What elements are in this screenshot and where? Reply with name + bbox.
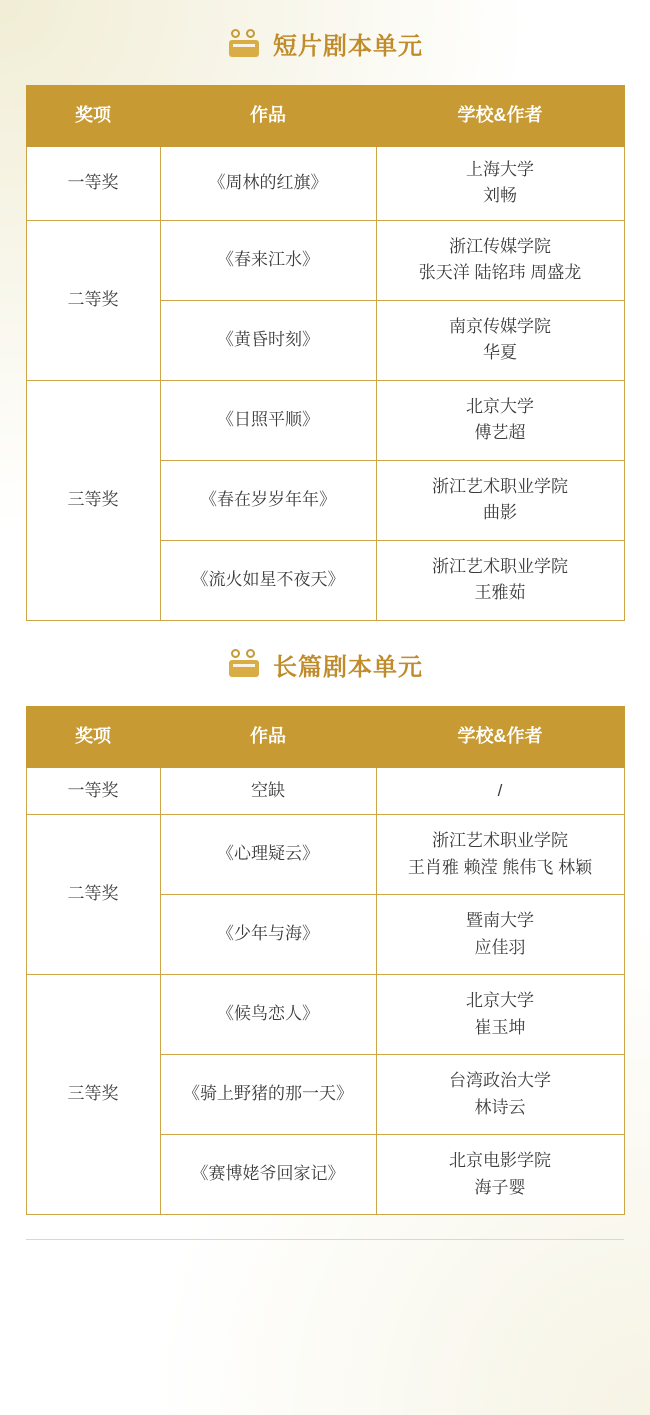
bottom-divider bbox=[26, 1239, 624, 1240]
work-cell: 《日照平顺》 bbox=[160, 380, 376, 460]
school-name: 浙江艺术职业学院 bbox=[432, 556, 568, 576]
work-cell: 《春在岁岁年年》 bbox=[160, 460, 376, 540]
school-author-cell bbox=[376, 1055, 624, 1135]
school-author-cell bbox=[376, 460, 624, 540]
award-table-short-script bbox=[26, 85, 625, 621]
school-name: 北京大学 bbox=[466, 991, 534, 1011]
school-name: 上海大学 bbox=[466, 160, 534, 179]
author-name: 曲影 bbox=[483, 503, 517, 523]
table-header-row bbox=[26, 86, 624, 147]
work-cell: 《春来江水》 bbox=[160, 220, 376, 300]
table-row bbox=[26, 220, 624, 300]
award-cell: 一等奖 bbox=[26, 147, 160, 221]
award-cell: 二等奖 bbox=[26, 815, 160, 975]
author-name: 海子婴 bbox=[474, 1177, 526, 1197]
school-author-cell bbox=[376, 220, 624, 300]
school-name: 北京电影学院 bbox=[449, 1151, 551, 1171]
column-header-work: 作品 bbox=[160, 86, 376, 147]
school-name: 台湾政治大学 bbox=[449, 1071, 551, 1091]
author-name: 华夏 bbox=[483, 343, 517, 363]
section-title-feature-script bbox=[0, 621, 650, 706]
section-title-text: 短片剧本单元 bbox=[273, 33, 423, 60]
table-row bbox=[26, 767, 624, 814]
school-author-cell bbox=[376, 1135, 624, 1215]
author-name: 王肖雅 赖滢 熊伟飞 林颖 bbox=[407, 857, 593, 877]
award-cell: 一等奖 bbox=[26, 767, 160, 814]
column-header-work: 作品 bbox=[160, 706, 376, 767]
school-author-cell bbox=[376, 300, 624, 380]
work-cell: 《骑上野猪的那一天》 bbox=[160, 1055, 376, 1135]
school-name: 浙江传媒学院 bbox=[449, 236, 551, 256]
award-cell: 二等奖 bbox=[26, 220, 160, 380]
work-cell: 《流火如星不夜天》 bbox=[160, 540, 376, 620]
school-author-cell bbox=[376, 147, 624, 221]
work-cell: 《候鸟恋人》 bbox=[160, 975, 376, 1055]
school-name: 浙江艺术职业学院 bbox=[432, 831, 568, 851]
table-row bbox=[26, 147, 624, 221]
work-cell: 空缺 bbox=[160, 767, 376, 814]
school-author-cell bbox=[376, 380, 624, 460]
school-name: 南京传媒学院 bbox=[449, 316, 551, 336]
award-cell: 三等奖 bbox=[26, 975, 160, 1215]
author-name: 应佳羽 bbox=[474, 937, 526, 957]
school-author-cell bbox=[376, 767, 624, 814]
work-cell: 《少年与海》 bbox=[160, 895, 376, 975]
author-name: 张天洋 陆铭玮 周盛龙 bbox=[418, 263, 582, 283]
work-cell: 《心理疑云》 bbox=[160, 815, 376, 895]
bottom-spacer bbox=[0, 1215, 650, 1239]
column-header-award: 奖项 bbox=[26, 706, 160, 767]
column-header-award: 奖项 bbox=[26, 86, 160, 147]
work-cell: 《赛博姥爷回家记》 bbox=[160, 1135, 376, 1215]
table-header-row bbox=[26, 706, 624, 767]
table-row bbox=[26, 815, 624, 895]
film-reel-icon bbox=[227, 649, 261, 679]
table-row bbox=[26, 975, 624, 1055]
school-author-cell bbox=[376, 975, 624, 1055]
author-name: 傅艺超 bbox=[474, 423, 526, 443]
section-title-text: 长篇剧本单元 bbox=[273, 653, 423, 681]
work-cell: 《周林的红旗》 bbox=[160, 147, 376, 221]
school-name: 浙江艺术职业学院 bbox=[432, 476, 568, 496]
school-author-cell bbox=[376, 540, 624, 620]
column-header-school-author: 学校&作者 bbox=[376, 706, 624, 767]
work-cell: 《黄昏时刻》 bbox=[160, 300, 376, 380]
film-reel-icon bbox=[227, 29, 261, 59]
award-table-feature-script bbox=[26, 706, 625, 1215]
section-short-script bbox=[0, 0, 650, 621]
author-name: 崔玉坤 bbox=[474, 1017, 526, 1037]
section-title-short-script bbox=[0, 0, 650, 85]
author-name: 林诗云 bbox=[474, 1097, 526, 1117]
school-author-cell bbox=[376, 895, 624, 975]
school-name: 暨南大学 bbox=[466, 911, 534, 931]
author-name: 刘畅 bbox=[483, 186, 517, 206]
section-feature-script bbox=[0, 621, 650, 1215]
school-author-cell bbox=[376, 815, 624, 895]
table-row bbox=[26, 380, 624, 460]
column-header-school-author: 学校&作者 bbox=[376, 86, 624, 147]
school-name: / bbox=[497, 780, 503, 800]
award-cell: 三等奖 bbox=[26, 380, 160, 620]
author-name: 王雅茹 bbox=[474, 583, 526, 603]
school-name: 北京大学 bbox=[466, 396, 534, 416]
